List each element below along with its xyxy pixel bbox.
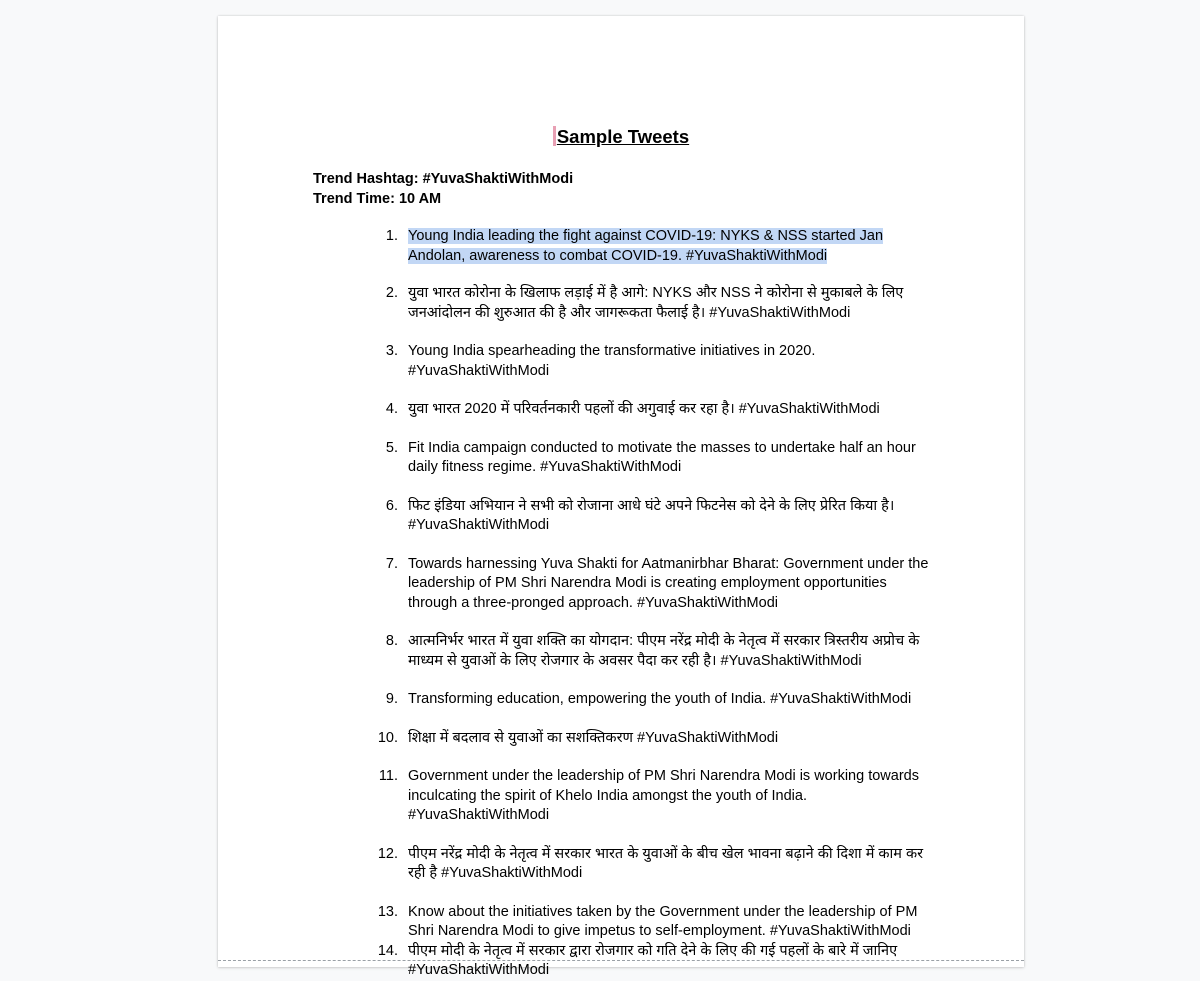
tweet-text[interactable]: Know about the initiatives taken by the Government under the leadership of PM Shri Narendra Modi to give impetus to self-employment. #YuvaShaktiWithModi [408,903,918,939]
list-item[interactable] [368,632,938,671]
list-item[interactable] [368,729,938,749]
tweet-list [368,227,938,981]
tweet-text[interactable]: पीएम मोदी के नेतृत्व में सरकार द्वारा रोजगार को गति देने के लिए की गई पहलों के बारे में जानिए #YuvaShaktiWithModi [408,942,898,978]
list-item[interactable] [368,555,938,614]
list-item[interactable] [368,439,938,478]
list-number: 4. [385,401,398,417]
tweet-text[interactable]: Young India spearheading the transformative initiatives in 2020. #YuvaShaktiWithModi [408,343,816,379]
list-item[interactable] [368,497,938,536]
list-number: 3. [385,343,398,359]
list-number: 2. [385,285,398,301]
list-number: 12. [377,845,398,862]
tweet-text[interactable]: फिट इंडिया अभियान ने सभी को रोजाना आधे घंटे अपने फिटनेस को देने के लिए प्रेरित किया है। #YuvaShaktiWithModi [408,497,895,533]
tweet-text[interactable]: Towards harnessing Yuva Shakti for Aatmanirbhar Bharat: Government under the leadership of PM Shri Narendra Modi is creating employment opportunities through a three-pronged approach. #YuvaShaktiWithModi [408,555,929,611]
list-item[interactable] [368,767,938,826]
list-number: 7. [385,555,398,572]
list-item[interactable] [368,342,938,381]
title-row [218,126,1024,148]
document-title[interactable]: Sample Tweets [556,126,690,147]
list-item[interactable] [368,400,938,420]
list-item[interactable] [368,845,938,884]
tweet-text[interactable]: शिक्षा में बदलाव से युवाओं का सशक्तिकरण #YuvaShaktiWithModi [408,729,779,746]
tweet-text[interactable]: Fit India campaign conducted to motivate the masses to undertake half an hour daily fitness regime. #YuvaShaktiWithModi [408,439,916,475]
tweet-text[interactable]: Government under the leadership of PM Shri Narendra Modi is working towards inculcating the spirit of Khelo India amongst the youth of India. #YuvaShaktiWithModi [408,768,919,823]
page-break-line [218,960,1024,961]
list-item[interactable] [368,903,938,942]
tweet-text[interactable]: आत्मनिर्भर भारत में युवा शक्ति का योगदान: पीएम नरेंद्र मोदी के नेतृत्व में सरकार त्रिस्तरीय अप्रोच के माध्यम से युवाओं के लिए रोजगार के अवसर पैदा कर रही है। #YuvaShaktiWithModi [408,633,920,669]
tweet-text[interactable]: पीएम नरेंद्र मोदी के नेतृत्व में सरकार भारत के युवाओं के बीच खेल भावना बढ़ाने की दिशा में काम कर रही है #YuvaShaktiWithModi [408,845,924,881]
tweet-text[interactable]: Transforming education, empowering the youth of India. #YuvaShaktiWithModi [408,691,912,707]
tweet-text[interactable]: युवा भारत कोरोना के खिलाफ लड़ाई में है आगे: NYKS और NSS ने कोरोना से मुकाबले के लिए जनआंदोलन की शुरुआत की है और जागरूकता फैलाई है। #YuvaShaktiWithModi [408,285,904,321]
trend-hashtag[interactable]: Trend Hashtag: #YuvaShaktiWithModi [313,171,574,187]
list-item[interactable] [368,227,938,266]
list-number: 11. [378,768,398,784]
tweet-text[interactable]: युवा भारत 2020 में परिवर्तनकारी पहलों की अगुवाई कर रहा है। #YuvaShaktiWithModi [408,401,880,417]
list-number: 14. [377,942,398,959]
tweet-text-selected[interactable]: Young India leading the fight against COVID-19: NYKS & NSS started Jan Andolan, awareness to combat COVID-19. #YuvaShaktiWithModi [408,228,884,264]
list-item[interactable] [368,284,938,323]
list-number: 1. [385,228,398,244]
list-item[interactable] [368,690,938,710]
list-number: 8. [385,633,398,649]
list-item[interactable] [368,942,938,981]
list-number: 5. [385,439,398,456]
text-cursor [553,126,556,146]
list-number: 6. [385,497,398,514]
list-number: 10. [377,729,398,746]
list-number: 13. [377,903,398,920]
trend-info [313,169,573,209]
list-number: 9. [385,691,398,707]
trend-time[interactable]: Trend Time: 10 AM [313,191,442,207]
document-page[interactable] [218,16,1024,978]
